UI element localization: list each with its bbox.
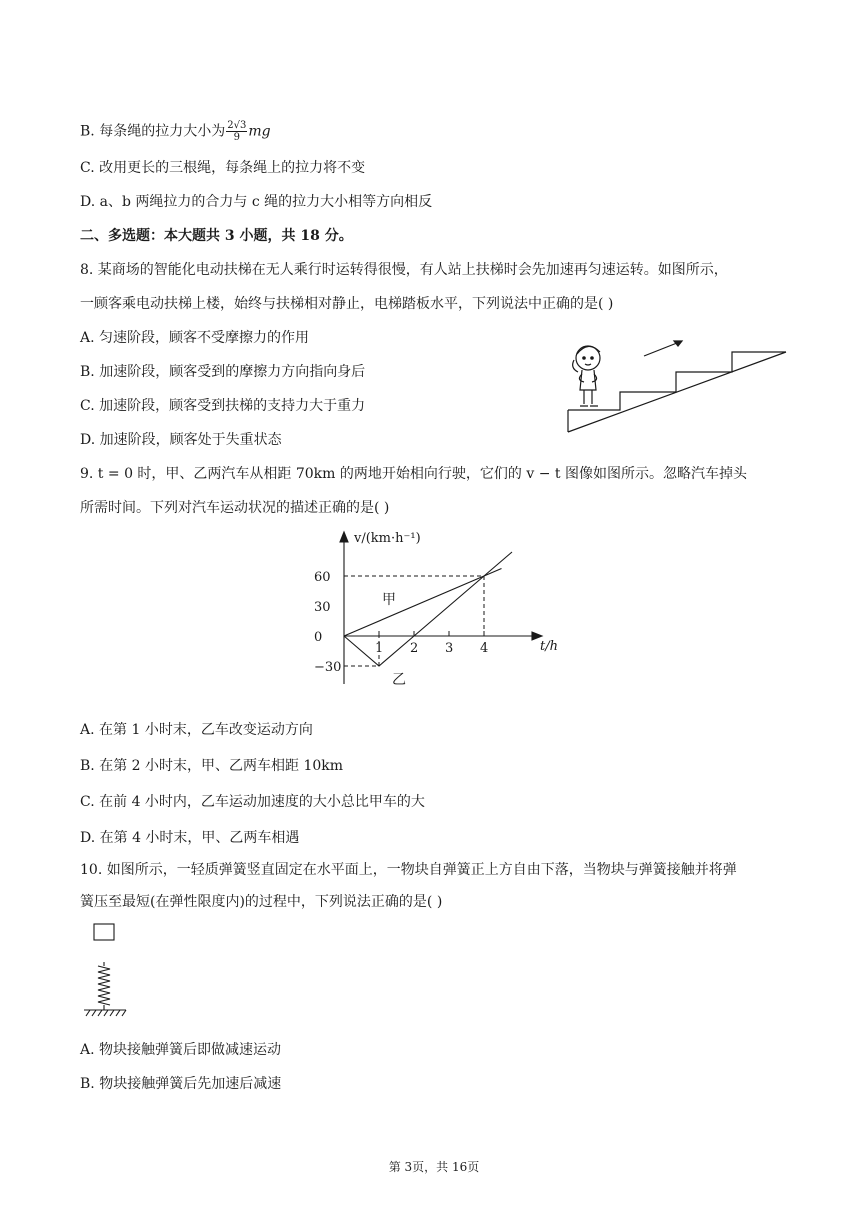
escalator-base xyxy=(568,352,786,432)
q8-option-a: A. 匀速阶段，顾客不受摩擦力的作用 xyxy=(80,330,310,346)
section-heading: 二、多选题：本大题共 3 小题，共 18 分。 xyxy=(80,228,353,244)
x-axis-label: t/h xyxy=(540,639,558,654)
x-tick-label: 4 xyxy=(480,641,489,656)
q9-option-b: B. 在第 2 小时末，甲、乙两车相距 10km xyxy=(80,758,344,774)
escalator-steps xyxy=(568,352,786,410)
q10-option-b: B. 物块接触弹簧后先加速后减速 xyxy=(80,1076,282,1092)
y-tick-label: −30 xyxy=(314,660,342,675)
q8-stem-1: 8. 某商场的智能化电动扶梯在无人乘行时运转得很慢，有人站上扶梯时会先加速再匀速运转。如图所示， xyxy=(80,262,728,278)
x-tick-label: 1 xyxy=(375,641,384,656)
person-icon xyxy=(573,346,600,406)
vt-chart xyxy=(300,524,580,694)
q7-option-d: D. a、b 两绳拉力的合力与 c 绳的拉力大小相等方向相反 xyxy=(80,194,433,210)
q9-option-d: D. 在第 4 小时末，甲、乙两车相遇 xyxy=(80,830,300,846)
q8-option-d: D. 加速阶段，顾客处于失重状态 xyxy=(80,432,282,448)
series-line-jia xyxy=(344,569,502,637)
q10-stem-1: 10. 如图所示，一轻质弹簧竖直固定在水平面上，一物块自弹簧正上方自由下落，当物块与弹簧接触并将弹 xyxy=(80,862,737,878)
q9-stem-1: 9. t = 0 时，甲、乙两汽车从相距 70km 的两地开始相向行驶，它们的 v − t 图像如图所示。忽略汽车掉头 xyxy=(80,466,747,482)
series-label-yi: 乙 xyxy=(392,672,406,688)
q9-stem-2: 所需时间。下列对汽车运动状况的描述正确的是( ) xyxy=(80,500,390,516)
y-tick-label: 60 xyxy=(314,570,331,585)
x-tick-label: 2 xyxy=(410,641,419,656)
q7-option-b: B. 每条绳的拉力大小为 $\frac{2√3}{9}$ mg xyxy=(80,120,271,143)
x-tick-label: 3 xyxy=(445,641,454,656)
q10-option-a: A. 物块接触弹簧后即做减速运动 xyxy=(80,1042,282,1058)
q9-option-c: C. 在前 4 小时内，乙车运动加速度的大小总比甲车的大 xyxy=(80,794,425,810)
y-axis-arrow xyxy=(340,532,348,542)
spring-figure xyxy=(80,920,130,1020)
q9-option-a: A. 在第 1 小时末，乙车改变运动方向 xyxy=(80,722,313,738)
escalator-figure xyxy=(560,332,800,440)
fraction: $\frac{2√3}{9}$ xyxy=(227,120,247,143)
page-footer: 第 3页，共 16页 xyxy=(388,1160,480,1174)
series-label-jia: 甲 xyxy=(382,592,396,608)
q8-option-b: B. 加速阶段，顾客受到的摩擦力方向指向身后 xyxy=(80,364,366,380)
q8-option-c: C. 加速阶段，顾客受到扶梯的支持力大于重力 xyxy=(80,398,366,414)
block xyxy=(94,924,114,940)
q7-option-c: C. 改用更长的三根绳，每条绳上的拉力将不变 xyxy=(80,160,366,176)
q10-stem-2: 簧压至最短(在弹性限度内)的过程中，下列说法正确的是( ) xyxy=(80,894,443,910)
spring-icon xyxy=(98,966,110,1005)
q8-stem-2: 一顾客乘电动扶梯上楼，始终与扶梯相对静止，电梯踏板水平，下列说法中正确的是( ) xyxy=(80,296,614,312)
y-tick-label: 30 xyxy=(314,600,331,615)
y-tick-label: 0 xyxy=(314,630,323,645)
y-axis-label: v/(km·h⁻¹) xyxy=(354,531,421,546)
